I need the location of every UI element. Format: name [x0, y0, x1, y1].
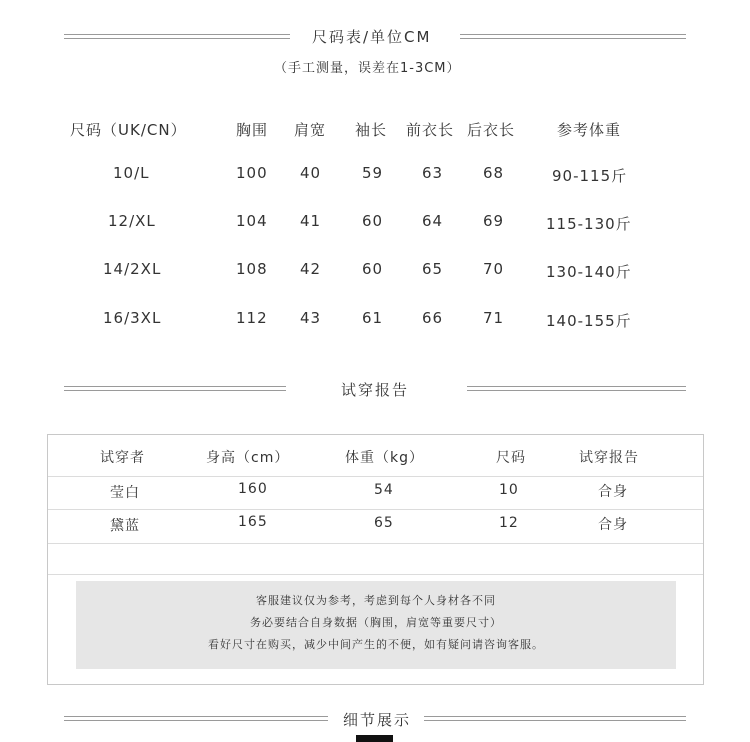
- try-header-size: 尺码: [496, 450, 526, 466]
- size-header-size: 尺码（UK/CN）: [70, 121, 187, 139]
- size-row-1-back: 68: [483, 164, 505, 182]
- size-row-2-back: 69: [483, 212, 505, 230]
- size-row-2-sleeve: 60: [362, 212, 384, 230]
- size-row-1-weight: 90-115斤: [552, 167, 628, 185]
- try-row-1-report: 合身: [598, 484, 628, 500]
- try-report-title: 试穿报告: [341, 381, 410, 399]
- size-row-4-sleeve: 61: [362, 309, 384, 327]
- size-row-2-weight: 115-130斤: [546, 215, 632, 233]
- size-row-2-front: 64: [422, 212, 444, 230]
- detail-divider-right: [424, 716, 686, 721]
- size-row-1-front: 63: [422, 164, 444, 182]
- try-row-1-height: 160: [238, 481, 268, 497]
- detail-title: 细节展示: [343, 711, 412, 729]
- try-header-height: 身高（cm）: [206, 450, 290, 466]
- size-row-4-back: 71: [483, 309, 505, 327]
- advice-note: [76, 581, 676, 669]
- size-row-1-sleeve: 59: [362, 164, 384, 182]
- size-row-4-chest: 112: [236, 309, 268, 327]
- size-header-front-length: 前衣长: [406, 121, 455, 139]
- try-row-divider-2: [48, 509, 703, 510]
- size-header-back-length: 后衣长: [467, 121, 516, 139]
- advice-line-3: 看好尺寸在购买，减少中间产生的不便，如有疑问请咨询客服。: [208, 638, 544, 651]
- try-row-1-tester: 莹白: [110, 485, 140, 501]
- size-row-4-weight: 140-155斤: [546, 312, 632, 330]
- try-report-table: [47, 434, 704, 685]
- try-row-divider-1: [48, 476, 703, 477]
- try-row-2-size: 12: [499, 515, 519, 531]
- try-row-divider-4: [48, 574, 703, 575]
- size-row-3-size: 14/2XL: [103, 260, 162, 278]
- size-chart-subtitle: （手工测量，误差在1-3CM）: [274, 61, 461, 76]
- try-divider-left: [64, 386, 286, 391]
- title-divider-left: [64, 34, 290, 39]
- detail-divider-left: [64, 716, 328, 721]
- size-row-2-size: 12/XL: [108, 212, 156, 230]
- size-row-3-back: 70: [483, 260, 505, 278]
- size-row-4-size: 16/3XL: [103, 309, 162, 327]
- size-row-2-shoulder: 41: [300, 212, 322, 230]
- try-row-2-weight: 65: [374, 515, 394, 531]
- size-row-2-chest: 104: [236, 212, 268, 230]
- try-header-report: 试穿报告: [579, 450, 639, 466]
- detail-accent-bar: [356, 735, 393, 742]
- size-row-3-chest: 108: [236, 260, 268, 278]
- try-divider-right: [467, 386, 686, 391]
- size-chart-title: 尺码表/单位CM: [312, 28, 432, 46]
- size-row-4-shoulder: 43: [300, 309, 322, 327]
- try-row-divider-3: [48, 543, 703, 544]
- size-row-3-weight: 130-140斤: [546, 263, 632, 281]
- advice-line-1: 客服建议仅为参考，考虑到每个人身材各不同: [256, 594, 496, 607]
- try-row-2-height: 165: [238, 514, 268, 530]
- size-row-3-sleeve: 60: [362, 260, 384, 278]
- size-row-1-chest: 100: [236, 164, 268, 182]
- try-row-1-size: 10: [499, 482, 519, 498]
- try-header-weight: 体重（kg）: [345, 450, 424, 466]
- size-row-1-shoulder: 40: [300, 164, 322, 182]
- size-row-3-front: 65: [422, 260, 444, 278]
- try-row-2-report: 合身: [598, 517, 628, 533]
- size-row-1-size: 10/L: [113, 164, 150, 182]
- try-row-1-weight: 54: [374, 482, 394, 498]
- size-row-3-shoulder: 42: [300, 260, 322, 278]
- size-header-chest: 胸围: [236, 121, 269, 139]
- size-header-shoulder: 肩宽: [294, 121, 327, 139]
- size-header-weight: 参考体重: [557, 121, 622, 139]
- advice-line-2: 务必要结合自身数据（胸围，肩宽等重要尺寸）: [250, 616, 502, 629]
- size-header-sleeve: 袖长: [355, 121, 388, 139]
- size-row-4-front: 66: [422, 309, 444, 327]
- title-divider-right: [460, 34, 686, 39]
- try-header-tester: 试穿者: [100, 450, 145, 466]
- try-row-2-tester: 黛蓝: [110, 518, 140, 534]
